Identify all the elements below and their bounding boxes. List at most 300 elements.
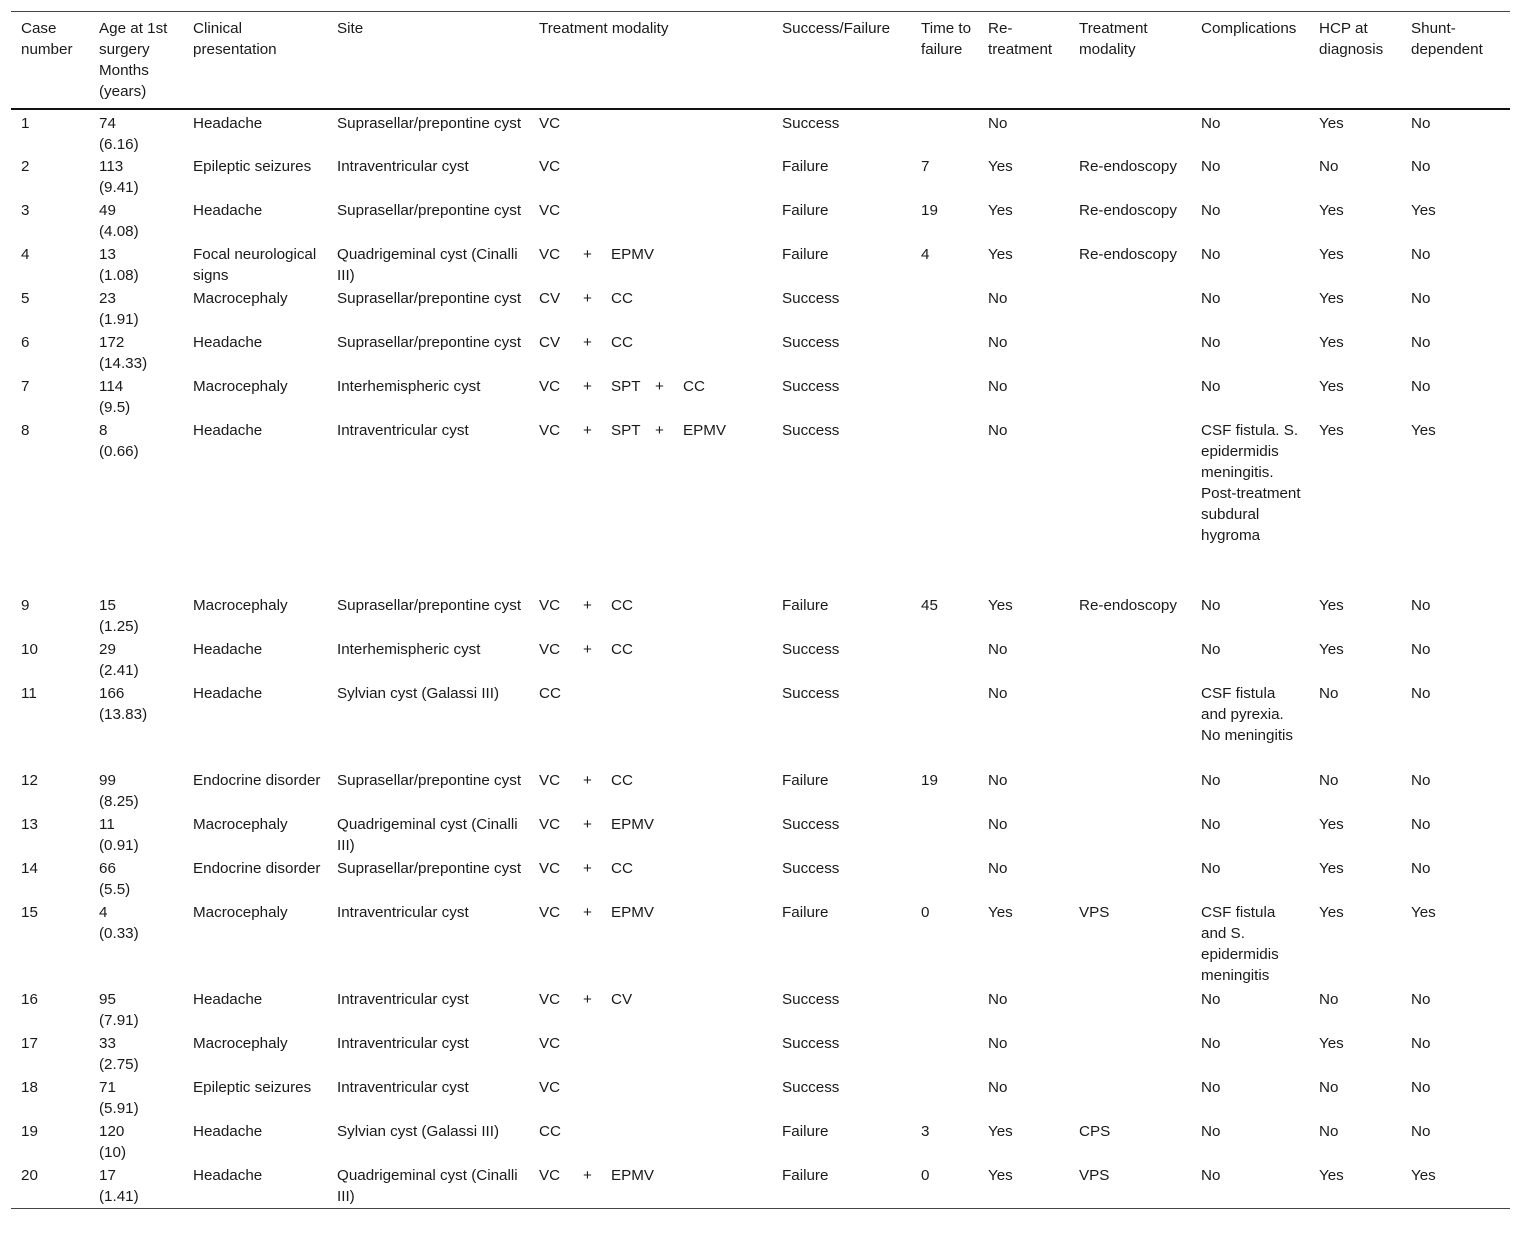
complications-cell: No [1201,641,1221,658]
site-cell: Quadrigeminal cyst (Cinalli III) [337,1167,518,1205]
shunt-dependent-cell: No [1411,1079,1431,1096]
treatment-modality-cell [529,638,772,682]
treatment-modality-cell [529,1032,772,1076]
age-cell [89,682,183,769]
shunt-dependent-cell: No [1411,290,1431,307]
table-row [11,813,1510,857]
outcome-cell: Success [782,641,840,658]
outcome-cell: Success [782,860,840,877]
time-to-failure-cell [911,419,978,594]
treatment-code: VC [539,202,561,219]
treatment-plus: + [583,904,592,921]
outcome-cell: Failure [782,772,829,789]
shunt-dependent-cell: No [1411,991,1431,1008]
case-number-cell: 14 [21,860,38,877]
retreatment-modality-cell [1069,375,1191,419]
table-row [11,155,1510,199]
treatment-code: VC [539,246,561,263]
hcp-cell: Yes [1319,202,1344,219]
site-cell: Quadrigeminal cyst (Cinalli III) [337,246,518,284]
retreatment-modality-cell [1069,109,1191,155]
age-years: (14.33) [99,355,148,372]
shunt-dependent-cell: No [1411,115,1431,132]
complications-cell: No [1201,1035,1221,1052]
age-cell [89,901,183,988]
col-header-retreat: Re-treatment [988,20,1053,58]
treatment-modality-cell [529,1164,772,1208]
clinical-presentation-cell: Macrocephaly [193,816,288,833]
hcp-cell: Yes [1319,378,1344,395]
hcp-cell: Yes [1319,334,1344,351]
age-months: 166 [99,685,125,702]
age-cell [89,1120,183,1164]
treatment-code: SPT [611,378,641,395]
hcp-cell: Yes [1319,115,1344,132]
clinical-presentation-cell: Headache [193,115,263,132]
treatment-plus: + [583,422,592,439]
treatment-modality-cell [529,375,772,419]
shunt-dependent-cell: Yes [1411,422,1436,439]
table-row [11,988,1510,1032]
clinical-presentation-cell: Macrocephaly [193,1035,288,1052]
time-to-failure-cell: 7 [921,158,930,175]
case-number-cell: 3 [21,202,30,219]
age-cell [89,638,183,682]
treatment-code: VC [539,158,561,175]
age-months: 33 [99,1035,116,1052]
retreatment-cell: Yes [988,158,1013,175]
hcp-cell: No [1319,991,1339,1008]
age-years: (1.25) [99,618,139,635]
retreatment-modality-cell [1069,287,1191,331]
age-cell [89,1164,183,1208]
treatment-code: EPMV [611,246,655,263]
complications-cell: No [1201,290,1221,307]
treatment-plus: + [583,1167,592,1184]
retreatment-cell: Yes [988,1167,1013,1184]
treatment-plus: + [655,422,664,439]
treatment-plus: + [583,246,592,263]
hcp-cell: Yes [1319,597,1344,614]
outcome-cell: Success [782,685,840,702]
shunt-dependent-cell: No [1411,685,1431,702]
age-months: 95 [99,991,116,1008]
site-cell: Sylvian cyst (Galassi III) [337,685,500,702]
retreatment-cell: No [988,1079,1008,1096]
header-row [11,12,1510,110]
col-header-clinical: Clinical presentation [193,20,277,58]
shunt-dependent-cell: Yes [1411,904,1436,921]
case-table [11,11,1510,1209]
table-row [11,375,1510,419]
complications-cell: No [1201,816,1221,833]
hcp-cell: Yes [1319,1167,1344,1184]
treatment-code: VC [539,115,561,132]
time-to-failure-cell [911,331,978,375]
treatment-code: EPMV [683,422,727,439]
age-years: (5.5) [99,881,131,898]
case-number-cell: 5 [21,290,30,307]
hcp-cell: No [1319,772,1339,789]
shunt-dependent-cell: No [1411,334,1431,351]
site-cell: Interhemispheric cyst [337,378,481,395]
clinical-presentation-cell: Headache [193,422,263,439]
clinical-presentation-cell: Focal neurological signs [193,246,317,284]
retreatment-modality-cell [1069,813,1191,857]
age-years: (1.91) [99,311,139,328]
table-row [11,1032,1510,1076]
age-years: (0.91) [99,837,139,854]
case-number-cell: 2 [21,158,30,175]
shunt-dependent-cell: Yes [1411,1167,1436,1184]
retreatment-cell: No [988,422,1008,439]
treatment-code: VC [539,816,561,833]
treatment-code: VC [539,422,561,439]
time-to-failure-cell [911,287,978,331]
outcome-cell: Failure [782,1123,829,1140]
age-months: 15 [99,597,116,614]
retreatment-cell: No [988,378,1008,395]
outcome-cell: Failure [782,904,829,921]
retreatment-cell: No [988,991,1008,1008]
table-row [11,331,1510,375]
case-number-cell: 20 [21,1167,38,1184]
table-row [11,1076,1510,1120]
treatment-plus: + [583,991,592,1008]
retreatment-modality-cell [1069,769,1191,813]
time-to-failure-cell [911,375,978,419]
age-cell [89,155,183,199]
age-months: 23 [99,290,116,307]
retreatment-cell: No [988,860,1008,877]
treatment-code: CV [539,334,561,351]
time-to-failure-cell: 4 [921,246,930,263]
outcome-cell: Failure [782,158,829,175]
age-cell [89,988,183,1032]
site-cell: Suprasellar/prepontine cyst [337,202,522,219]
col-header-treatment2: Treatment modality [1079,20,1148,58]
retreatment-modality-cell: Re-endoscopy [1079,202,1177,219]
age-cell [89,813,183,857]
treatment-code: VC [539,904,561,921]
outcome-cell: Failure [782,202,829,219]
treatment-code: CC [611,641,633,658]
treatment-code: VC [539,991,561,1008]
age-months: 114 [99,378,124,395]
site-cell: Intraventricular cyst [337,904,469,921]
case-number-cell: 12 [21,772,38,789]
time-to-failure-cell [911,109,978,155]
site-cell: Intraventricular cyst [337,991,469,1008]
table-row [11,638,1510,682]
case-number-cell: 1 [21,115,30,132]
retreatment-cell: No [988,290,1008,307]
treatment-plus: + [583,772,592,789]
hcp-cell: Yes [1319,816,1344,833]
outcome-cell: Failure [782,597,829,614]
hcp-cell: Yes [1319,422,1344,439]
retreatment-cell: Yes [988,1123,1013,1140]
complications-cell: No [1201,1123,1221,1140]
time-to-failure-cell [911,988,978,1032]
treatment-plus: + [583,860,592,877]
col-header-complications: Complications [1201,20,1297,37]
age-years: (9.5) [99,399,131,416]
time-to-failure-cell: 45 [921,597,938,614]
treatment-code: CC [539,685,561,702]
complications-cell: CSF fistula and pyrexia. No meningitis [1201,685,1294,744]
case-number-cell: 19 [21,1123,38,1140]
age-years: (1.41) [99,1188,139,1205]
treatment-modality-cell [529,1120,772,1164]
table-row [11,594,1510,638]
retreatment-modality-cell: CPS [1079,1123,1111,1140]
retreatment-cell: No [988,115,1008,132]
retreatment-cell: No [988,685,1008,702]
retreatment-cell: No [988,772,1008,789]
table-row [11,243,1510,287]
table-row [11,1120,1510,1164]
shunt-dependent-cell: No [1411,158,1431,175]
age-years: (10) [99,1144,127,1161]
hcp-cell: No [1319,1123,1339,1140]
age-years: (8.25) [99,793,139,810]
col-header-outcome: Success/Failure [782,20,891,37]
complications-cell: No [1201,597,1221,614]
treatment-modality-cell [529,682,772,769]
age-cell [89,857,183,901]
treatment-plus: + [583,334,592,351]
retreatment-cell: No [988,334,1008,351]
shunt-dependent-cell: No [1411,641,1431,658]
col-header-time: Time to failure [921,20,972,58]
retreatment-modality-cell [1069,1076,1191,1120]
col-header-age: Age at 1st surgery Months (years) [99,20,168,100]
treatment-modality-cell [529,1076,772,1120]
table-row [11,1164,1510,1208]
age-years: (9.41) [99,179,139,196]
treatment-plus: + [583,290,592,307]
case-number-cell: 18 [21,1079,38,1096]
col-header-hcp: HCP at diagnosis [1319,20,1384,58]
complications-cell: No [1201,246,1221,263]
clinical-presentation-cell: Endocrine disorder [193,860,321,877]
outcome-cell: Success [782,1079,840,1096]
case-number-cell: 15 [21,904,38,921]
treatment-code: VC [539,1167,561,1184]
treatment-code: CC [611,860,633,877]
complications-cell: No [1201,115,1221,132]
shunt-dependent-cell: No [1411,378,1431,395]
treatment-code: CV [539,290,561,307]
case-number-cell: 9 [21,597,30,614]
treatment-plus: + [583,378,592,395]
complications-cell: No [1201,991,1221,1008]
age-cell [89,109,183,155]
shunt-dependent-cell: No [1411,597,1431,614]
treatment-modality-cell [529,287,772,331]
treatment-plus: + [583,816,592,833]
treatment-code: CC [611,334,633,351]
outcome-cell: Success [782,334,840,351]
age-cell [89,331,183,375]
clinical-presentation-cell: Headache [193,334,263,351]
site-cell: Quadrigeminal cyst (Cinalli III) [337,816,518,854]
time-to-failure-cell [911,1076,978,1120]
treatment-modality-cell [529,199,772,243]
complications-cell: No [1201,1079,1221,1096]
treatment-modality-cell [529,243,772,287]
treatment-modality-cell [529,857,772,901]
clinical-presentation-cell: Endocrine disorder [193,772,321,789]
table-row [11,769,1510,813]
site-cell: Intraventricular cyst [337,422,469,439]
time-to-failure-cell [911,857,978,901]
clinical-presentation-cell: Headache [193,1167,263,1184]
retreatment-modality-cell: Re-endoscopy [1079,597,1177,614]
case-number-cell: 17 [21,1035,38,1052]
case-number-cell: 6 [21,334,30,351]
treatment-plus: + [583,597,592,614]
site-cell: Suprasellar/prepontine cyst [337,772,522,789]
table-row [11,901,1510,988]
age-months: 120 [99,1123,125,1140]
age-months: 17 [99,1167,116,1184]
retreatment-modality-cell [1069,857,1191,901]
table-row [11,857,1510,901]
retreatment-modality-cell: Re-endoscopy [1079,158,1177,175]
complications-cell: CSF fistula. S. epidermidis meningitis. Post-treatment subdural hygroma [1201,422,1301,544]
treatment-plus: + [583,641,592,658]
site-cell: Intraventricular cyst [337,1079,469,1096]
time-to-failure-cell: 19 [921,772,938,789]
shunt-dependent-cell: No [1411,1035,1431,1052]
case-number-cell: 7 [21,378,30,395]
clinical-presentation-cell: Macrocephaly [193,597,288,614]
retreatment-cell: Yes [988,904,1013,921]
age-years: (13.83) [99,706,148,723]
case-number-cell: 4 [21,246,30,263]
treatment-code: VC [539,1035,561,1052]
col-header-treatment: Treatment modality [539,20,669,37]
age-years: (0.33) [99,925,139,942]
site-cell: Intraventricular cyst [337,1035,469,1052]
retreatment-modality-cell [1069,988,1191,1032]
retreatment-modality-cell [1069,682,1191,769]
time-to-failure-cell [911,638,978,682]
treatment-code: CC [611,597,633,614]
retreatment-modality-cell [1069,331,1191,375]
shunt-dependent-cell: No [1411,860,1431,877]
treatment-modality-cell [529,419,772,594]
age-years: (2.75) [99,1056,139,1073]
outcome-cell: Success [782,378,840,395]
age-years: (6.16) [99,136,139,153]
col-header-shunt: Shunt-dependent [1411,20,1483,58]
treatment-plus: + [655,378,664,395]
case-number-cell: 10 [21,641,38,658]
age-months: 29 [99,641,116,658]
retreatment-cell: No [988,1035,1008,1052]
time-to-failure-cell: 0 [921,1167,930,1184]
time-to-failure-cell: 3 [921,1123,930,1140]
table-row [11,199,1510,243]
site-cell: Intraventricular cyst [337,158,469,175]
age-cell [89,419,183,594]
site-cell: Interhemispheric cyst [337,641,481,658]
age-years: (0.66) [99,443,139,460]
site-cell: Suprasellar/prepontine cyst [337,290,522,307]
hcp-cell: Yes [1319,904,1344,921]
time-to-failure-cell: 0 [921,904,930,921]
hcp-cell: No [1319,685,1339,702]
clinical-presentation-cell: Epileptic seizures [193,1079,312,1096]
table-row [11,109,1510,155]
retreatment-modality-cell [1069,419,1191,594]
treatment-code: VC [539,1079,561,1096]
treatment-code: CC [611,290,633,307]
age-months: 49 [99,202,116,219]
time-to-failure-cell [911,813,978,857]
outcome-cell: Failure [782,1167,829,1184]
case-number-cell: 13 [21,816,38,833]
outcome-cell: Success [782,816,840,833]
age-months: 66 [99,860,116,877]
age-months: 11 [99,816,115,833]
treatment-code: EPMV [611,816,655,833]
site-cell: Suprasellar/prepontine cyst [337,597,522,614]
age-cell [89,199,183,243]
outcome-cell: Success [782,290,840,307]
clinical-presentation-cell: Macrocephaly [193,904,288,921]
hcp-cell: Yes [1319,860,1344,877]
clinical-presentation-cell: Headache [193,641,263,658]
treatment-code: EPMV [611,904,655,921]
retreatment-modality-cell: Re-endoscopy [1079,246,1177,263]
table-row [11,287,1510,331]
complications-cell: No [1201,772,1221,789]
treatment-code: CC [539,1123,561,1140]
age-cell [89,594,183,638]
shunt-dependent-cell: No [1411,772,1431,789]
outcome-cell: Success [782,115,840,132]
time-to-failure-cell: 19 [921,202,938,219]
site-cell: Suprasellar/prepontine cyst [337,860,522,877]
treatment-code: VC [539,772,561,789]
treatment-code: CC [611,772,633,789]
age-cell [89,1032,183,1076]
outcome-cell: Success [782,991,840,1008]
age-cell [89,769,183,813]
complications-cell: No [1201,1167,1221,1184]
age-years: (1.08) [99,267,139,284]
treatment-code: SPT [611,422,641,439]
treatment-code: CV [611,991,633,1008]
age-months: 71 [99,1079,116,1096]
age-cell [89,287,183,331]
clinical-presentation-cell: Macrocephaly [193,378,288,395]
age-months: 113 [99,158,124,175]
complications-cell: No [1201,158,1221,175]
hcp-cell: Yes [1319,1035,1344,1052]
clinical-presentation-cell: Epileptic seizures [193,158,312,175]
table-row [11,682,1510,769]
age-months: 13 [99,246,116,263]
time-to-failure-cell [911,1032,978,1076]
age-cell [89,243,183,287]
case-number-cell: 16 [21,991,38,1008]
treatment-code: EPMV [611,1167,655,1184]
